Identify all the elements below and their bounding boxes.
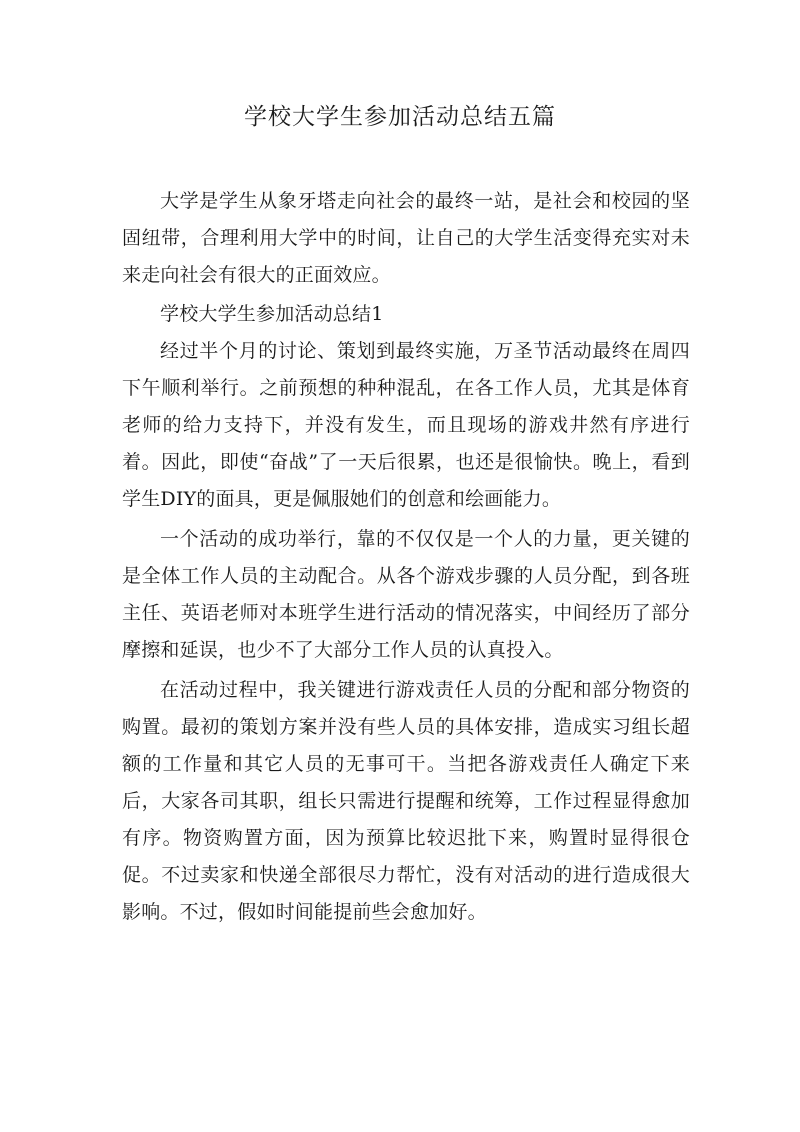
intro-paragraph: 大学是学生从象牙塔走向社会的最终一站，是社会和校园的坚固纽带，合理利用大学中的时间，让自己的大学生活变得充实对未来走向社会有很大的正面效应。 — [122, 190, 690, 286]
section-heading: 学校大学生参加活动总结1 — [160, 303, 384, 325]
document-title: 学校大学生参加活动总结五篇 — [244, 104, 556, 130]
body-paragraph: 在活动过程中，我关键进行游戏责任人员的分配和部分物资的购置。最初的策划方案并没有些人员的具体安排，造成实习组长超额的工作量和其它人员的无事可干。当把各游戏责任人确定下来后，大家各司其职，组长只需进行提醒和统筹，工作过程显得愈加有序。物资购置方面，因为预算比较迟批下来，购置时显得很仓促。不过卖家和快递全部很尽力帮忙，没有对活动的进行造成很大影响。不过，假如时间能提前些会愈加好。 — [122, 679, 690, 923]
body-paragraph: 经过半个月的讨论、策划到最终实施，万圣节活动最终在周四下午顺利举行。之前预想的种种混乱，在各工作人员，尤其是体育老师的给力支持下，并没有发生，而且现场的游戏井然有序进行着。因此，即使“奋战”了一天后很累，也还是很愉快。晚上，看到学生DIY的面具，更是佩服她们的创意和绘画能力。 — [122, 340, 690, 510]
document-body — [122, 183, 690, 931]
body-paragraph: 一个活动的成功举行，靠的不仅仅是一个人的力量，更关键的是全体工作人员的主动配合。从各个游戏步骤的人员分配，到各班主任、英语老师对本班学生进行活动的情况落实，中间经历了部分摩擦和延误，也少不了大部分工作人员的认真投入。 — [122, 528, 690, 661]
